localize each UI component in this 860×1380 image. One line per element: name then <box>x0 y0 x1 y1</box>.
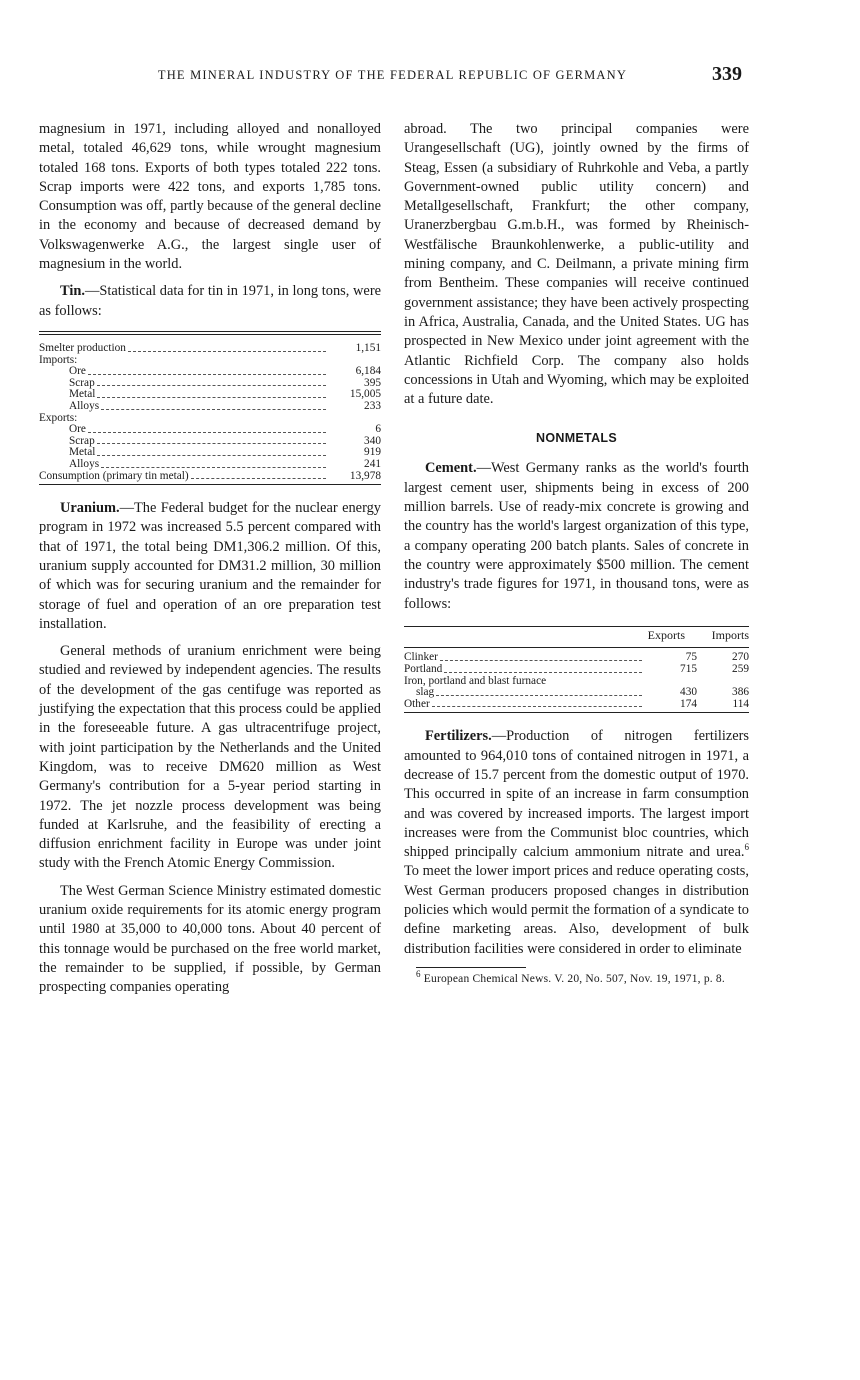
row-imports: 270 <box>732 651 749 664</box>
table-row <box>39 459 381 471</box>
row-value: 6,184 <box>355 365 381 378</box>
uranium-runin-heading: Uranium. <box>60 500 120 517</box>
table-row <box>404 699 749 713</box>
table-row <box>404 676 749 688</box>
row-label: Iron, portland and blast furnace <box>404 674 547 687</box>
table-row <box>39 471 381 485</box>
row-label: Metal <box>69 388 96 401</box>
row-value: 919 <box>364 446 381 459</box>
fertilizers-paragraph <box>404 727 749 959</box>
row-value: 6 <box>375 423 381 436</box>
fertilizers-text-1: —Production of nitrogen fertilizers amounted to 964,010 tons of contained nitrogen in 1971, a decrease of 15.7 percent from the domestic output of 1970. This occurred in spite of an increase in farm consumption and was covered by increased imports. The largest import increases were from the Communist bloc countries, which shipped principally calcium ammonium nitrate and urea. <box>404 728 749 861</box>
row-value: 13,978 <box>349 469 381 482</box>
right-column <box>404 120 749 986</box>
footnote-rule <box>416 967 526 968</box>
row-label: Alloys <box>69 457 100 470</box>
row-value: 15,005 <box>349 388 381 401</box>
tin-intro-text: —Statistical data for tin in 1971, in long tons, were as follows: <box>39 283 381 319</box>
row-exports: 715 <box>680 663 697 676</box>
row-label: Alloys <box>69 399 100 412</box>
row-value: 340 <box>364 434 381 447</box>
row-imports: 386 <box>732 686 749 699</box>
page-number: 339 <box>712 63 742 85</box>
uranium-text: —The Federal budget for the nuclear energy program in 1972 was increased 5.5 percent compared with that of 1971, the total being DM1,306.2 million. Of this, uranium supply accounted for DM31.2 million, 30 million of which was for securing uranium and the remainder for storage of fuel and operation of an ore preparation test installation. <box>39 500 381 632</box>
row-label: Scrap <box>69 376 95 389</box>
row-label: Consumption (primary tin metal) <box>39 469 189 482</box>
footnote-reference[interactable]: 6 <box>744 842 749 853</box>
fertilizers-text-2: To meet the lower import prices and reduce operating costs, West German producers proposed changes in distribution policies which would permit the formation of a syndicate to define marketing areas. Also, development of bulk distribution facilities were considered in order to eliminate <box>404 863 749 957</box>
row-label: Clinker <box>404 651 438 664</box>
row-label: Smelter production <box>39 341 126 354</box>
cement-text: —West Germany ranks as the world's fourth largest cement user, shipments being in excess of 200 million barrels. Use of ready-mix concrete is growing and the country has the world's largest organization of this type, a company operating 200 batch plants. Sales of concrete in the country were approximately $500 million. The cement industry's trade figures for 1971, in thousand tons, were as follows: <box>404 460 749 612</box>
magnesium-paragraph: magnesium in 1971, including alloyed and nonalloyed metal, totaled 46,629 tons, while wrought magnesium totaled 168 tons. Exports of both types totaled 222 tons. Scrap imports were 422 tons, and exports 1,785 tons. Consumption was off, partly because of the general decline in the economy and because of decreased demand by Volkswagenwerke A.G., the largest single user of magnesium in the world. <box>39 121 381 273</box>
table-row <box>404 687 749 699</box>
column-header-exports: Exports <box>647 627 685 642</box>
table-row <box>39 355 381 367</box>
section-heading-nonmetals: NONMETALS <box>536 431 617 446</box>
row-label: slag <box>416 686 435 699</box>
left-column <box>39 120 381 1006</box>
uranium-paragraph <box>39 499 381 634</box>
table-row <box>39 401 381 413</box>
row-group-label: Imports: <box>39 353 78 366</box>
footnote <box>404 969 749 986</box>
row-exports: 430 <box>680 686 697 699</box>
cement-paragraph <box>404 459 749 613</box>
row-group-label: Exports: <box>39 411 78 424</box>
footnote-mark: 6 <box>416 969 421 980</box>
row-label: Ore <box>69 365 86 378</box>
row-value: 1,151 <box>355 341 381 354</box>
tin-table <box>39 331 381 485</box>
table-row <box>39 343 381 355</box>
row-exports: 75 <box>685 651 697 664</box>
row-imports: 259 <box>732 663 749 676</box>
fertilizers-runin-heading: Fertilizers. <box>425 728 492 745</box>
row-label: Portland <box>404 663 443 676</box>
running-head: THE MINERAL INDUSTRY OF THE FEDERAL REPUBLIC OF GERMANY <box>157 68 628 82</box>
row-imports: 114 <box>732 697 749 710</box>
abroad-paragraph: abroad. The two principal companies were Urangesellschaft (UG), jointly owned by the firms of Steag, Essen (a subsidiary of Ruhrkohle and Veba, a partly Government-owned public utility concern) and Metallgesellschaft, Frankfurt; the other company, Uranerzbergbau G.m.b.H., was formed by Rheinisch-Westfälische Braunkohlenwerke, a public-utility and mining company, and C. Deilmann, a private mining firm from Bentheim. These companies will receive continued government assistance; they have been actively prospecting in Africa, Australia, Canada, and the United States. UG has prospected in New Mexico under joint agreement with the Atlantic Richfield Corp. The company also holds concessions in Utah and Wyoming, which may be exploited at a future date. <box>404 121 749 408</box>
footnote-text: European Chemical News. V. 20, No. 507, Nov. 19, 1971, p. 8. <box>420 972 725 985</box>
table-row <box>39 424 381 436</box>
column-header-imports: Imports <box>711 627 749 642</box>
cement-table-header <box>404 627 749 649</box>
row-label: Ore <box>69 423 86 436</box>
row-value: 233 <box>364 399 381 412</box>
table-row <box>39 413 381 425</box>
cement-runin-heading: Cement. <box>425 460 477 477</box>
enrichment-paragraph: General methods of uranium enrichment were being studied and reviewed by independent agencies. The results of the development of the gas centifuge was reported as justifying the expectation that this process could be applied in the foreseeable future. A gas ultracentrifuge project, with joint participation by the Netherlands and the United Kingdom, was to receive DM620 million as West Germany's contribution for a 5-year period starting in 1972. The jet nozzle process development was being funded at Karlsruhe, and the feasibility of erecting a diffusion enrichment facility in Europe was under joint study with the French Atomic Energy Commission. <box>39 643 381 872</box>
tin-paragraph <box>39 282 381 321</box>
table-row <box>404 652 749 664</box>
row-exports: 174 <box>680 697 697 710</box>
row-value: 241 <box>364 457 381 470</box>
row-label: Other <box>404 697 430 710</box>
science-ministry-paragraph: The West German Science Ministry estimated domestic uranium oxide requirements for its atomic energy program until 1980 at 35,000 to 40,000 tons. About 40 percent of this tonnage would be purchased on the free world market, the remainder to be supplied, if possible, by German prospecting companies operating <box>39 882 381 996</box>
row-value: 395 <box>364 376 381 389</box>
tin-runin-heading: Tin. <box>60 283 85 300</box>
table-row <box>404 664 749 676</box>
row-label: Scrap <box>69 434 95 447</box>
cement-table <box>404 626 749 714</box>
row-label: Metal <box>69 446 96 459</box>
table-row <box>39 366 381 378</box>
